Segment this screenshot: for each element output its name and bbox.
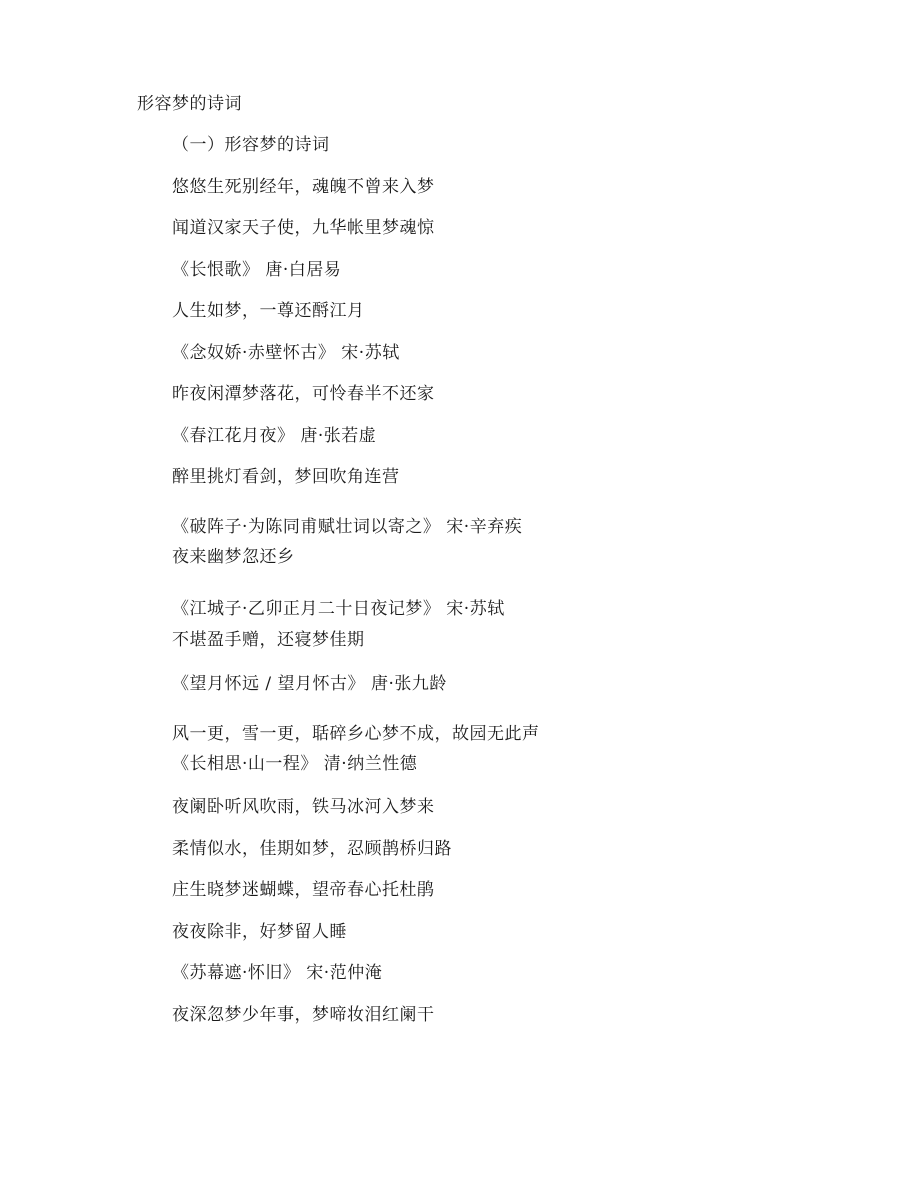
poem-source: 《念奴娇·赤壁怀古》 宋·苏轼 — [172, 343, 400, 363]
poem-line: 风一更，雪一更，聒碎乡心梦不成，故园无此声 — [172, 724, 540, 744]
poem-line: 闻道汉家天子使，九华帐里梦魂惊 — [172, 218, 435, 238]
poem-line: 夜阑卧听风吹雨，铁马冰河入梦来 — [172, 797, 435, 817]
poem-line: 人生如梦，一尊还酹江月 — [172, 301, 365, 321]
poem-line: 不堪盈手赠，还寝梦佳期 — [172, 630, 365, 650]
poem-source: 《春江花月夜》 唐·张若虚 — [172, 426, 377, 446]
poem-source: 《望月怀远 / 望月怀古》 唐·张九龄 — [172, 674, 447, 694]
section-heading: （一）形容梦的诗词 — [172, 135, 330, 155]
poem-source: 《苏幕遮·怀旧》 宋·范仲淹 — [172, 963, 383, 983]
poem-line: 夜来幽梦忽还乡 — [172, 547, 295, 567]
poem-line: 醉里挑灯看剑，梦回吹角连营 — [172, 467, 400, 487]
document-title: 形容梦的诗词 — [137, 94, 242, 114]
poem-line: 昨夜闲潭梦落花，可怜春半不还家 — [172, 384, 435, 404]
poem-source: 《长相思·山一程》 清·纳兰性德 — [172, 754, 418, 774]
poem-source: 《江城子·乙卯正月二十日夜记梦》 宋·苏轼 — [172, 599, 505, 619]
poem-line: 悠悠生死别经年，魂魄不曾来入梦 — [172, 177, 435, 197]
poem-line: 夜夜除非，好梦留人睡 — [172, 922, 347, 942]
poem-line: 夜深忽梦少年事，梦啼妆泪红阑干 — [172, 1005, 435, 1025]
poem-line: 柔情似水，佳期如梦，忍顾鹊桥归路 — [172, 839, 452, 859]
poem-source: 《破阵子·为陈同甫赋壮词以寄之》 宋·辛弃疾 — [172, 517, 523, 537]
poem-line: 庄生晓梦迷蝴蝶，望帝春心托杜鹃 — [172, 880, 435, 900]
poem-source: 《长恨歌》 唐·白居易 — [172, 260, 342, 280]
